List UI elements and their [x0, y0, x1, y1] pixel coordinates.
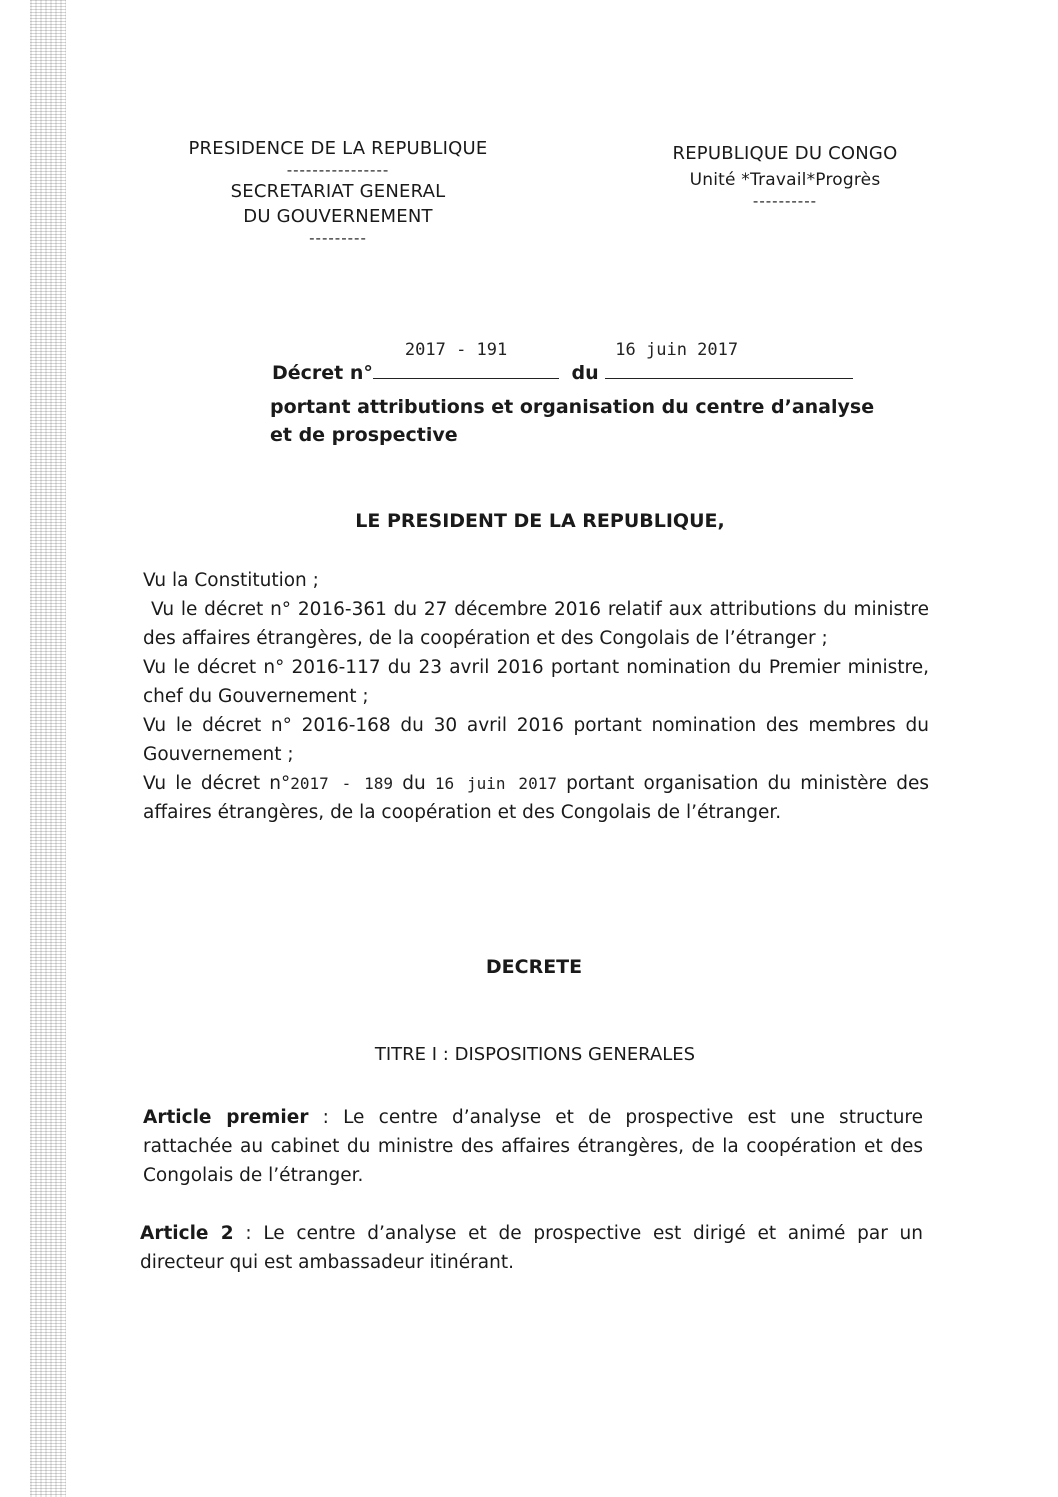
decree-date-field: [605, 340, 853, 379]
decree-number: 2017 - 191: [404, 340, 508, 360]
decrete-heading: DECRETE: [485, 956, 583, 978]
visa-prefix: Vu le décret n°: [143, 773, 291, 794]
article-premier: [143, 1103, 923, 1190]
scan-binding-edge: [30, 0, 66, 1497]
titre-heading: TITRE I : DISPOSITIONS GENERALES: [374, 1044, 696, 1065]
visa-du: du: [402, 773, 426, 794]
header-devise: Unité *Travail*Progrès: [689, 170, 881, 190]
header-right: [660, 143, 910, 210]
header-presidence: PRESIDENCE DE LA REPUBLIQUE: [188, 138, 488, 159]
decree-du: du: [571, 362, 599, 384]
visa-item: [143, 769, 929, 827]
header-left: [170, 138, 506, 247]
visas-block: [143, 566, 929, 827]
header-secretariat: SECRETARIAT GENERAL: [230, 181, 446, 202]
header-dashes: ----------------: [286, 161, 390, 179]
visa-item: Vu le décret n° 2016-168 du 30 avril 2016 portant nomination des membres du Gouvernement ;: [143, 715, 929, 765]
decree-prefix: Décret n°: [272, 362, 373, 384]
article-text: : Le centre d’analyse et de prospective est une structure rattachée au cabinet du ministre des affaires étrangères, de la coopération et des Congolais de l’étranger.: [143, 1107, 924, 1186]
article-2: [140, 1219, 923, 1277]
decree-date: 16 juin 2017: [615, 340, 739, 360]
visa-item: Vu le décret n° 2016-361 du 27 décembre 2016 relatif aux attributions du ministre des affaires étrangères, de la coopération et des Congolais de l’étranger ;: [143, 599, 929, 649]
article-label: Article 2: [140, 1223, 234, 1244]
header-dashes: ----------: [752, 192, 818, 210]
article-text: : Le centre d’analyse et de prospective est dirigé et animé par un directeur qui est ambassadeur itinérant.: [140, 1223, 923, 1273]
visa-decree-date: 16 juin 2017: [434, 774, 557, 793]
decree-number-field: [373, 340, 559, 379]
visa-item: Vu la Constitution ;: [143, 570, 319, 591]
decree-subject: [270, 393, 890, 449]
header-republique: REPUBLIQUE DU CONGO: [672, 143, 898, 164]
decree-subject-line2: et de prospective: [270, 424, 458, 446]
president-heading: LE PRESIDENT DE LA REPUBLIQUE,: [355, 510, 725, 532]
visa-rest: portant organisation du ministère des affaires étrangères, de la coopération et des Congolais de l’étranger.: [143, 773, 930, 823]
article-label: Article premier: [143, 1107, 309, 1128]
header-dashes: ---------: [309, 229, 367, 247]
visa-decree-number: 2017 - 189: [290, 774, 394, 793]
visa-item: Vu le décret n° 2016-117 du 23 avril 2016 portant nomination du Premier ministre, chef du Gouvernement ;: [143, 657, 929, 707]
header-gouvernement: DU GOUVERNEMENT: [243, 206, 433, 227]
decree-subject-line1: portant attributions et organisation du centre d’analyse: [270, 396, 875, 418]
decree-title-line: [272, 340, 872, 384]
